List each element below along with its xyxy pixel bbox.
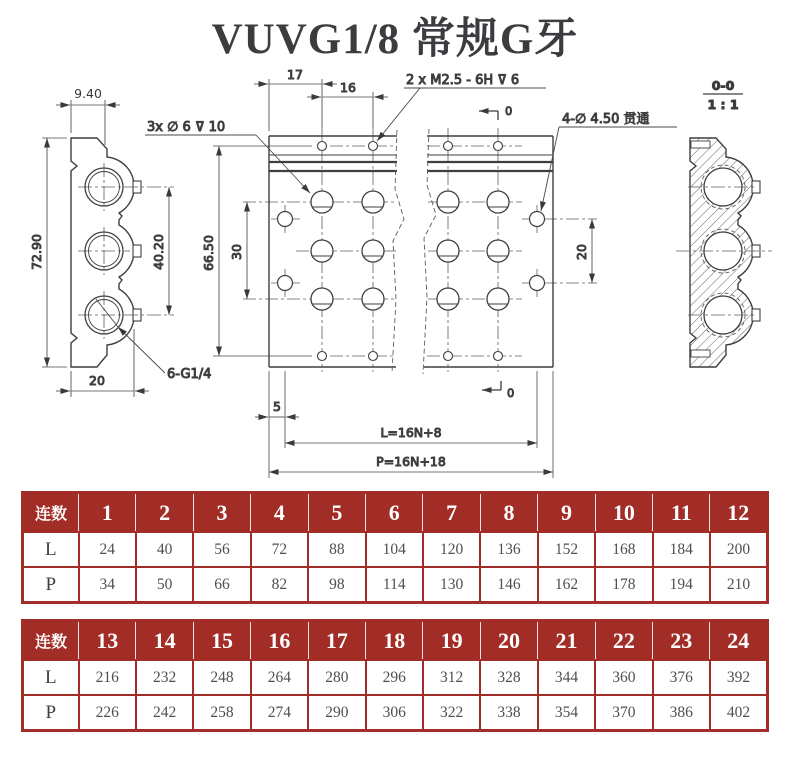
thread-holes-leader bbox=[377, 88, 546, 141]
table-header-row bbox=[23, 493, 768, 533]
dimension-value-cell: 226 bbox=[79, 695, 136, 731]
manifold-profile-outline bbox=[71, 138, 134, 367]
dimension-value-cell: 184 bbox=[653, 532, 710, 567]
dimension-value-cell: 264 bbox=[251, 660, 308, 695]
dimension-table-1-12 bbox=[21, 491, 769, 604]
dimension-value-cell: 232 bbox=[136, 660, 193, 695]
dimension-value-cell: 354 bbox=[538, 695, 595, 731]
section-marker-bottom-label: 0 bbox=[507, 386, 515, 400]
dim-port-span-label: 40.20 bbox=[151, 234, 166, 270]
station-count-cell: 23 bbox=[653, 621, 710, 661]
section-marker-bottom bbox=[482, 381, 501, 390]
dimension-value-cell: 114 bbox=[366, 567, 423, 603]
station-count-cell: 14 bbox=[136, 621, 193, 661]
section-slot bbox=[691, 350, 710, 357]
dimension-value-cell: 328 bbox=[480, 660, 537, 695]
dimension-value-cell: 82 bbox=[251, 567, 308, 603]
gasket-groove-lines bbox=[269, 155, 553, 171]
row-label-cell: P bbox=[23, 695, 79, 731]
row-label-cell: L bbox=[23, 532, 79, 567]
station-count-cell: 22 bbox=[595, 621, 652, 661]
station-count-cell: 10 bbox=[595, 493, 652, 533]
dimension-value-cell: 274 bbox=[251, 695, 308, 731]
technical-drawing bbox=[0, 66, 790, 486]
dimension-value-cell: 242 bbox=[136, 695, 193, 731]
dimension-row-L bbox=[23, 532, 768, 567]
page-title: VUVG1/8 常规G牙 bbox=[211, 16, 579, 63]
dimension-value-cell: 40 bbox=[136, 532, 193, 567]
thread-holes-label: 2 x M2.5 - 6H ⊽ 6 bbox=[406, 73, 520, 88]
through-holes-leader bbox=[541, 127, 677, 211]
dimension-value-cell: 178 bbox=[595, 567, 652, 603]
dimension-value-cell: 136 bbox=[480, 532, 537, 567]
dimension-value-cell: 376 bbox=[653, 660, 710, 695]
dimension-value-cell: 72 bbox=[251, 532, 308, 567]
row-label-cell: P bbox=[23, 567, 79, 603]
row-label-cell: L bbox=[23, 660, 79, 695]
station-count-cell: 20 bbox=[480, 621, 537, 661]
side-tab bbox=[133, 245, 141, 257]
formula-pitch-label: P=16N+18 bbox=[376, 454, 446, 469]
formula-length-label: L=16N+8 bbox=[380, 425, 442, 440]
station-count-cell: 6 bbox=[366, 493, 423, 533]
dim-width-label: 9.40 bbox=[74, 86, 102, 101]
dimension-value-cell: 200 bbox=[710, 532, 768, 567]
dim-mount-span-label: 20 bbox=[574, 244, 589, 260]
dimension-value-cell: 344 bbox=[538, 660, 595, 695]
dim-foot-label: 20 bbox=[89, 373, 105, 388]
dimension-value-cell: 194 bbox=[653, 567, 710, 603]
section-marker-top-label: 0 bbox=[505, 104, 513, 118]
dimension-value-cell: 168 bbox=[595, 532, 652, 567]
station-count-cell: 15 bbox=[193, 621, 250, 661]
dimension-value-cell: 152 bbox=[538, 532, 595, 567]
station-count-cell: 21 bbox=[538, 621, 595, 661]
section-marker-top bbox=[479, 111, 498, 120]
station-count-cell: 18 bbox=[366, 621, 423, 661]
dimension-value-cell: 306 bbox=[366, 695, 423, 731]
dimension-value-cell: 104 bbox=[366, 532, 423, 567]
dimension-value-cell: 360 bbox=[595, 660, 652, 695]
station-count-cell: 19 bbox=[423, 621, 480, 661]
station-count-cell: 7 bbox=[423, 493, 480, 533]
station-count-cell: 4 bbox=[251, 493, 308, 533]
dimension-row-P bbox=[23, 567, 768, 603]
counterbore-leader bbox=[145, 135, 310, 193]
section-scale-label: 1 : 1 bbox=[707, 97, 739, 112]
section-body bbox=[690, 138, 760, 367]
dimension-value-cell: 162 bbox=[538, 567, 595, 603]
station-count-cell: 1 bbox=[79, 493, 136, 533]
station-count-cell: 5 bbox=[308, 493, 365, 533]
front-centerlines bbox=[243, 128, 597, 372]
dimension-value-cell: 56 bbox=[193, 532, 250, 567]
dimension-value-cell: 296 bbox=[366, 660, 423, 695]
dim-height-label: 72.90 bbox=[29, 234, 44, 270]
dim-edge-offset-label: 5 bbox=[273, 399, 281, 414]
dimension-value-cell: 280 bbox=[308, 660, 365, 695]
dimension-table-13-24 bbox=[21, 619, 769, 732]
dim-16 bbox=[307, 92, 388, 128]
dimension-value-cell: 322 bbox=[423, 695, 480, 731]
station-count-cell: 9 bbox=[538, 493, 595, 533]
dimension-row-L bbox=[23, 660, 768, 695]
dimension-value-cell: 98 bbox=[308, 567, 365, 603]
front-view bbox=[201, 67, 677, 478]
section-slot bbox=[691, 141, 710, 148]
dim-hole-pitch-label: 16 bbox=[340, 80, 356, 95]
station-count-cell: 2 bbox=[136, 493, 193, 533]
stations-header-cell: 连数 bbox=[23, 621, 79, 661]
station-count-cell: 3 bbox=[193, 493, 250, 533]
station-count-cell: 24 bbox=[710, 621, 768, 661]
section-view bbox=[676, 78, 772, 367]
dimension-row-P bbox=[23, 695, 768, 731]
dimension-value-cell: 120 bbox=[423, 532, 480, 567]
station-count-cell: 8 bbox=[480, 493, 537, 533]
dim-edge-to-hole-label: 17 bbox=[287, 67, 303, 82]
station-count-cell: 11 bbox=[653, 493, 710, 533]
station-count-cell: 13 bbox=[79, 621, 136, 661]
station-count-cell: 12 bbox=[710, 493, 768, 533]
dimension-value-cell: 216 bbox=[79, 660, 136, 695]
dim-row-span-label: 30 bbox=[229, 244, 244, 260]
dimension-value-cell: 88 bbox=[308, 532, 365, 567]
dimension-value-cell: 24 bbox=[79, 532, 136, 567]
dimension-value-cell: 402 bbox=[710, 695, 768, 731]
dimension-value-cell: 50 bbox=[136, 567, 193, 603]
station-count-cell: 16 bbox=[251, 621, 308, 661]
station-count-cell: 17 bbox=[308, 621, 365, 661]
dimension-value-cell: 386 bbox=[653, 695, 710, 731]
dimension-value-cell: 146 bbox=[480, 567, 537, 603]
dimension-value-cell: 392 bbox=[710, 660, 768, 695]
dimension-value-cell: 130 bbox=[423, 567, 480, 603]
through-holes-label: 4-∅ 4.50 贯通 bbox=[562, 112, 650, 127]
valve-port-holes bbox=[311, 191, 509, 310]
table-header-row bbox=[23, 621, 768, 661]
dimension-value-cell: 312 bbox=[423, 660, 480, 695]
dim-height-span-label: 66.50 bbox=[201, 235, 216, 271]
dimension-value-cell: 66 bbox=[193, 567, 250, 603]
stations-header-cell: 连数 bbox=[23, 493, 79, 533]
dimension-value-cell: 34 bbox=[79, 567, 136, 603]
section-name-label: 0-0 bbox=[711, 78, 735, 93]
left-side-view bbox=[29, 86, 310, 397]
dimension-value-cell: 210 bbox=[710, 567, 768, 603]
dimension-value-cell: 338 bbox=[480, 695, 537, 731]
counterbore-label: 3x ∅ 6 ⊽ 10 bbox=[147, 120, 226, 135]
dimension-value-cell: 370 bbox=[595, 695, 652, 731]
dimension-value-cell: 258 bbox=[193, 695, 250, 731]
dimension-value-cell: 290 bbox=[308, 695, 365, 731]
dimension-value-cell: 248 bbox=[193, 660, 250, 695]
dim-72-90 bbox=[42, 138, 67, 367]
dim-17 bbox=[254, 79, 337, 131]
port-thread-label: 6-G1/4 bbox=[167, 367, 212, 382]
break-lines bbox=[392, 129, 436, 374]
